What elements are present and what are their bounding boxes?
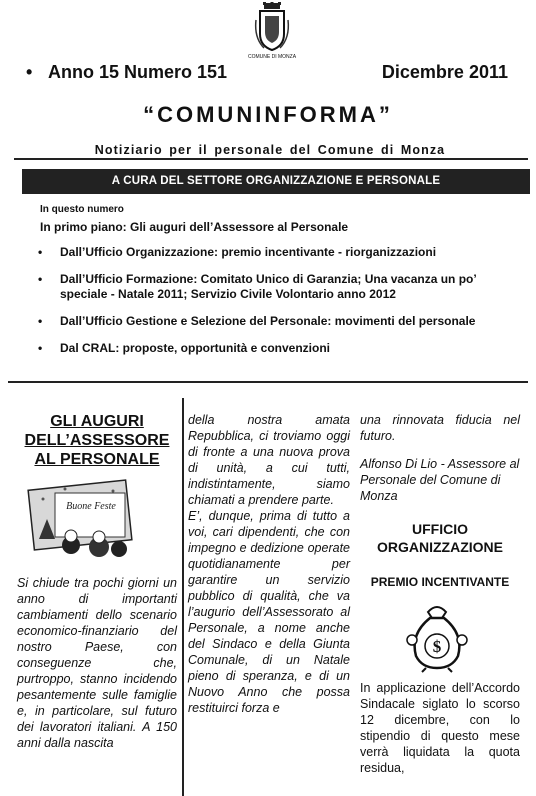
column-divider	[182, 398, 184, 796]
toc-headline: In primo piano: Gli auguri dell’Assessore al Personale	[40, 220, 349, 234]
article-title: GLI AUGURI DELL’ASSESSORE AL PERSONALE	[24, 413, 170, 468]
article-paragraph: In applicazione dell’Accordo Sindacale siglato lo scorso 12 dicembre, con lo stipendio di questo mese verrà liquidata la quota residua,	[360, 681, 520, 775]
article-column-2	[188, 412, 350, 716]
dollar-sign: $	[432, 637, 442, 656]
issue-line	[26, 62, 516, 88]
toc-item: • Dal CRAL: proposte, opportunità e convenzioni	[38, 341, 330, 355]
crest-caption: COMUNE DI MONZA	[247, 54, 297, 60]
article-paragraph: E’, dunque, prima di tutto a voi, cari dipendenti, che con impegno e dedizione operate quotidianamente per garantire un servizio pubblico di qualità, che va l’augurio dell’Assessorato al Personale, a nome anche del Sindaco e della Giunta Comunale, di un Natale pieno di speranza, e di un Nuovo Anno che possa restituirci forza e	[188, 509, 350, 715]
divider	[8, 381, 528, 383]
toc-item: • Dall’Ufficio Formazione: Comitato Unico di Garanzia; Una vacanza un po’ speciale - Natale 2011; Servizio Civile Volontario anno 2012	[38, 272, 477, 301]
article-paragraph: della nostra amata Repubblica, ci troviamo oggi di fronte a una nuova prova di unità, a cui tutti, indistintamente, siamo chiamati a prendere parte.	[188, 413, 350, 507]
money-bag-icon	[404, 600, 470, 672]
christmas-card-image	[25, 479, 135, 561]
section-subheading: PREMIO INCENTIVANTE	[370, 575, 510, 589]
section-banner: A CURA DEL SETTORE ORGANIZZAZIONE E PERSONALE	[22, 169, 530, 194]
bullet-icon: •	[38, 272, 43, 286]
card-caption: Buone Feste	[66, 501, 116, 512]
article-signature: Alfonso Di Lio - Assessore al Personale del Comune di Monza	[360, 457, 520, 503]
article-column-3	[360, 412, 520, 776]
toc-label: In questo numero	[40, 204, 124, 215]
toc-item: • Dall’Ufficio Organizzazione: premio incentivante - riorganizzazioni	[38, 245, 437, 259]
bullet-icon: •	[38, 245, 43, 259]
issue-number: Anno 15 Numero 151	[48, 62, 228, 82]
article-paragraph: una rinnovata fiducia nel futuro.	[360, 413, 520, 443]
bullet-icon: •	[26, 62, 33, 82]
toc-list	[38, 245, 516, 368]
newsletter-subtitle: Notiziario per il personale del Comune di Monza	[94, 143, 446, 157]
city-crest-icon	[247, 2, 297, 66]
section-heading: UFFICIO ORGANIZZAZIONE	[377, 521, 503, 555]
article-paragraph: Si chiude tra pochi giorni un anno di importanti cambiamenti dello scenario economico-finanziario del nostro Paese, con conseguenze che, purtroppo, stanno incidendo pesantemente sulle famiglie e, in particolare, sul futuro dei lavoratori italiani. A 150 anni dalla nascita	[17, 576, 177, 750]
article-column-1	[17, 412, 177, 751]
newsletter-title: “COMUNINFORMA”	[143, 102, 393, 127]
issue-date: Dicembre 2011	[381, 62, 508, 82]
divider	[14, 158, 528, 160]
toc-item: • Dall’Ufficio Gestione e Selezione del Personale: movimenti del personale	[38, 314, 476, 328]
bullet-icon: •	[38, 341, 43, 355]
bullet-icon: •	[38, 314, 43, 328]
